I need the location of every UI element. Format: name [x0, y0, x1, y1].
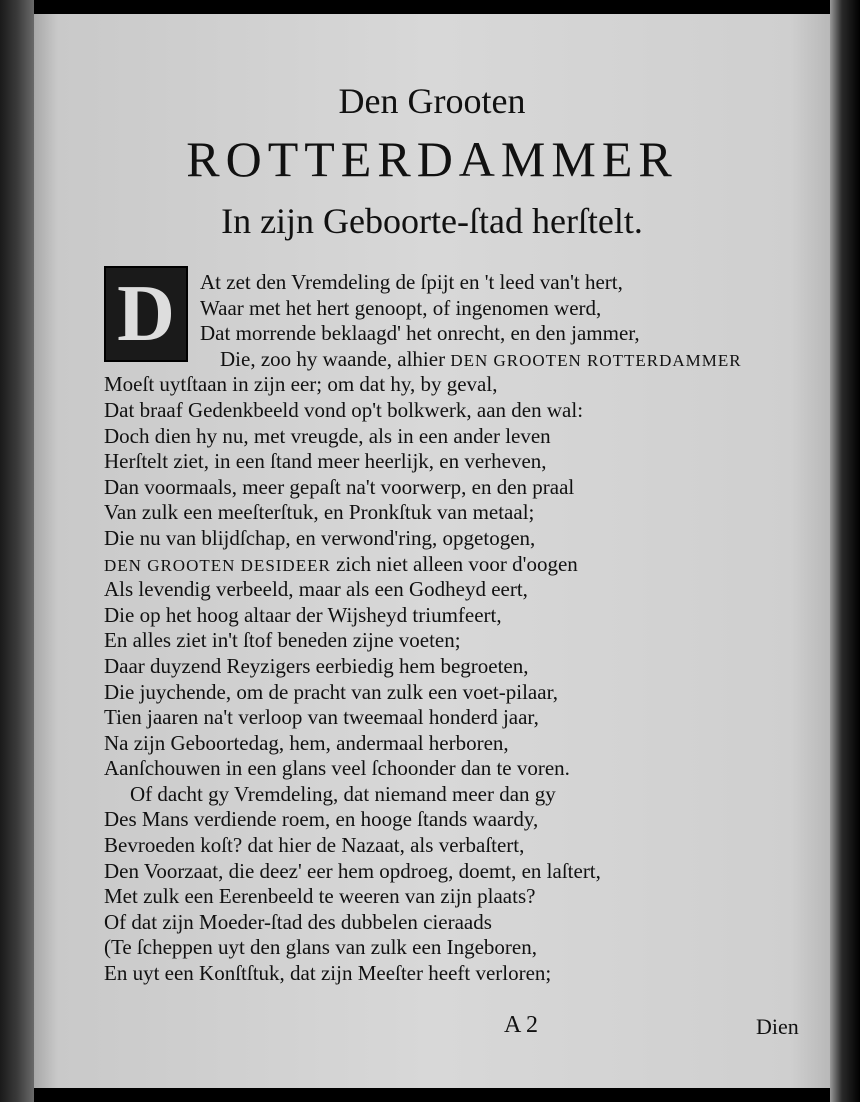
book-spine	[0, 0, 34, 1102]
book-page	[34, 14, 830, 1088]
poem-line: Van zulk een meeſterſtuk, en Pronkſtuk van metaal;	[104, 500, 535, 525]
poem-line: Daar duyzend Reyzigers eerbiedig hem begroeten,	[104, 653, 529, 678]
poem-line: Des Mans verdiende roem, en hooge ſtands waardy,	[104, 807, 539, 832]
small-caps-name: DEN GROOTEN ROTTERDAMMER	[450, 350, 742, 370]
title-line-3: In zijn Geboorte-ſtad herſtelt.	[221, 201, 643, 241]
poem-line: Of dat zijn Moeder-ſtad des dubbelen cieraads	[104, 909, 492, 934]
catchword: Dien	[756, 1014, 799, 1039]
poem-line: Als levendig verbeeld, maar als een Godheyd eert,	[104, 577, 528, 602]
page-edge-shadow	[830, 0, 860, 1102]
poem-text-span: Die, zoo hy waande, alhier	[220, 346, 446, 371]
poem-line: Na zijn Geboortedag, hem, andermaal herboren,	[104, 730, 509, 755]
poem-line: En uyt een Konſtſtuk, dat zijn Meeſter heeft verloren;	[104, 961, 552, 986]
poem-line: Met zulk een Eerenbeeld te weeren van zijn plaats?	[104, 884, 536, 909]
poem-line: Die nu van blijdſchap, en verwond'ring, opgetogen,	[104, 525, 536, 550]
poem-line: Dan voormaals, meer gepaſt na't voorwerp, en den praal	[104, 474, 575, 499]
poem-line: Dat morrende beklaagd' het onrecht, en den jammer,	[200, 321, 640, 346]
poem-line: En alles ziet in't ſtof beneden zijne voeten;	[104, 628, 461, 653]
poem-line	[104, 552, 824, 578]
poem-line: Die op het hoog altaar der Wijsheyd triumfeert,	[104, 602, 502, 627]
poem-line: Dat braaf Gedenkbeeld vond op't bolkwerk, aan den wal:	[104, 397, 584, 422]
poem-line: Doch dien hy nu, met vreugde, als in een ander leven	[104, 423, 551, 448]
title-line-2: ROTTERDAMMER	[186, 131, 678, 187]
poem-line: At zet den Vremdeling de ſpijt en 't leed van't hert,	[200, 270, 623, 294]
poem-text	[104, 270, 824, 987]
title-line-1: Den Grooten	[338, 81, 526, 121]
signature-mark: A 2	[504, 1012, 539, 1038]
poem-line: Herſtelt ziet, in een ſtand meer heerlijk, en verheven,	[104, 449, 547, 474]
decorated-initial: D	[104, 266, 188, 362]
poem-line: Of dacht gy Vremdeling, dat niemand meer dan gy	[130, 781, 556, 806]
poem-line	[104, 347, 824, 373]
poem-line: Waar met het hert genoopt, of ingenomen werd,	[200, 295, 602, 320]
poem-line: Tien jaaren na't verloop van tweemaal honderd jaar,	[104, 705, 539, 730]
poem-line: (Te ſcheppen uyt den glans van zulk een Ingeboren,	[104, 935, 537, 960]
poem-line: Den Voorzaat, die deez' eer hem opdroeg, doemt, en laſtert,	[104, 858, 601, 883]
poem-line: Bevroeden koſt? dat hier de Nazaat, als verbaſtert,	[104, 833, 525, 858]
small-caps-name: DEN GROOTEN DESIDEER	[104, 555, 331, 575]
poem-line: Die juychende, om de pracht van zulk een voet-pilaar,	[104, 679, 558, 704]
poem-line: Aanſchouwen in een glans veel ſchoonder dan te voren.	[104, 756, 570, 781]
poem-text-span: zich niet alleen voor d'oogen	[336, 551, 578, 576]
poem-line: Moeſt uytſtaan in zijn eer; om dat hy, by geval,	[104, 372, 498, 397]
